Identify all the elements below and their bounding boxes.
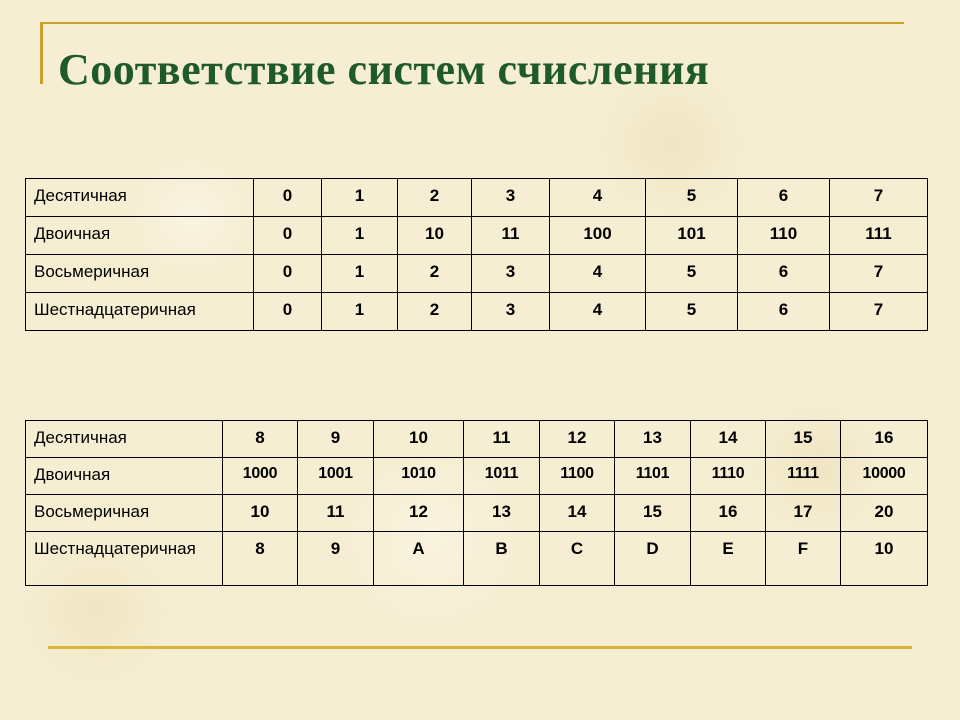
table-cell: 10 <box>398 217 472 255</box>
table-cell: 2 <box>398 293 472 331</box>
table-cell: 8 <box>223 532 298 586</box>
table-cell: 1000 <box>223 458 298 495</box>
table-cell: 100 <box>550 217 646 255</box>
table-cell: 1111 <box>766 458 841 495</box>
table-cell: 17 <box>766 495 841 532</box>
table-cell: 11 <box>472 217 550 255</box>
table-cell: 10000 <box>841 458 928 495</box>
table-row-binary <box>26 458 928 495</box>
table-cell: 1011 <box>464 458 540 495</box>
table-cell: 0 <box>254 293 322 331</box>
row-label: Двоичная <box>26 217 254 255</box>
table-cell: D <box>615 532 691 586</box>
table-cell: 2 <box>398 255 472 293</box>
table-cell: 110 <box>738 217 830 255</box>
table-row-octal <box>26 255 928 293</box>
table-cell: 7 <box>830 293 928 331</box>
row-label: Шестнадцатеричная <box>26 293 254 331</box>
table-cell: 2 <box>398 179 472 217</box>
table-cell: 15 <box>766 421 841 458</box>
table-cell: 4 <box>550 179 646 217</box>
table-cell: 1 <box>322 293 398 331</box>
table-cell: 4 <box>550 255 646 293</box>
table-cell: 3 <box>472 293 550 331</box>
table-cell: 0 <box>254 255 322 293</box>
table-cell: 1 <box>322 217 398 255</box>
table-cell: 16 <box>691 495 766 532</box>
table-cell: 1010 <box>374 458 464 495</box>
table-cell: E <box>691 532 766 586</box>
table-cell: 13 <box>464 495 540 532</box>
row-label: Десятичная <box>26 179 254 217</box>
table-cell: 10 <box>841 532 928 586</box>
table-cell: 1101 <box>615 458 691 495</box>
row-label: Двоичная <box>26 458 223 495</box>
table-cell: 111 <box>830 217 928 255</box>
table-cell: 1 <box>322 255 398 293</box>
table-cell: 15 <box>615 495 691 532</box>
table-row-decimal <box>26 179 928 217</box>
table-cell: 6 <box>738 293 830 331</box>
table-cell: 16 <box>841 421 928 458</box>
table-cell: 9 <box>298 421 374 458</box>
table-cell: 13 <box>615 421 691 458</box>
table-cell: F <box>766 532 841 586</box>
left-decor-line <box>40 22 43 84</box>
table-cell: 9 <box>298 532 374 586</box>
table-cell: 14 <box>691 421 766 458</box>
table-cell: 0 <box>254 217 322 255</box>
table-cell: 5 <box>646 179 738 217</box>
table-cell: 14 <box>540 495 615 532</box>
table-cell: 1100 <box>540 458 615 495</box>
table-cell: 7 <box>830 179 928 217</box>
table-cell: 6 <box>738 255 830 293</box>
table-row-binary <box>26 217 928 255</box>
table-cell: A <box>374 532 464 586</box>
table-cell: 1110 <box>691 458 766 495</box>
top-decor-line <box>40 22 904 24</box>
table-cell: 11 <box>464 421 540 458</box>
table-row-hexadecimal <box>26 532 928 586</box>
table-cell: 20 <box>841 495 928 532</box>
table-cell: 11 <box>298 495 374 532</box>
table-cell: 1001 <box>298 458 374 495</box>
table-cell: 12 <box>540 421 615 458</box>
slide-title: Соответствие систем счисления <box>58 45 710 94</box>
table-cell: 8 <box>223 421 298 458</box>
table-cell: 0 <box>254 179 322 217</box>
bottom-decor-line <box>48 646 912 649</box>
table-cell: B <box>464 532 540 586</box>
table-row-octal <box>26 495 928 532</box>
row-label: Десятичная <box>26 421 223 458</box>
table-cell: 3 <box>472 179 550 217</box>
table-cell: 7 <box>830 255 928 293</box>
table-cell: C <box>540 532 615 586</box>
row-label: Восьмеричная <box>26 255 254 293</box>
table-cell: 4 <box>550 293 646 331</box>
table-cell: 5 <box>646 255 738 293</box>
table-cell: 12 <box>374 495 464 532</box>
table-cell: 1 <box>322 179 398 217</box>
table-cell: 6 <box>738 179 830 217</box>
row-label: Шестнадцатеричная <box>26 532 223 586</box>
number-systems-table-8-16 <box>25 420 928 586</box>
row-label: Восьмеричная <box>26 495 223 532</box>
table-row-hexadecimal <box>26 293 928 331</box>
table-row-decimal <box>26 421 928 458</box>
table-cell: 10 <box>374 421 464 458</box>
number-systems-table-0-7 <box>25 178 928 331</box>
table-cell: 5 <box>646 293 738 331</box>
table-cell: 10 <box>223 495 298 532</box>
table-cell: 101 <box>646 217 738 255</box>
table-cell: 3 <box>472 255 550 293</box>
